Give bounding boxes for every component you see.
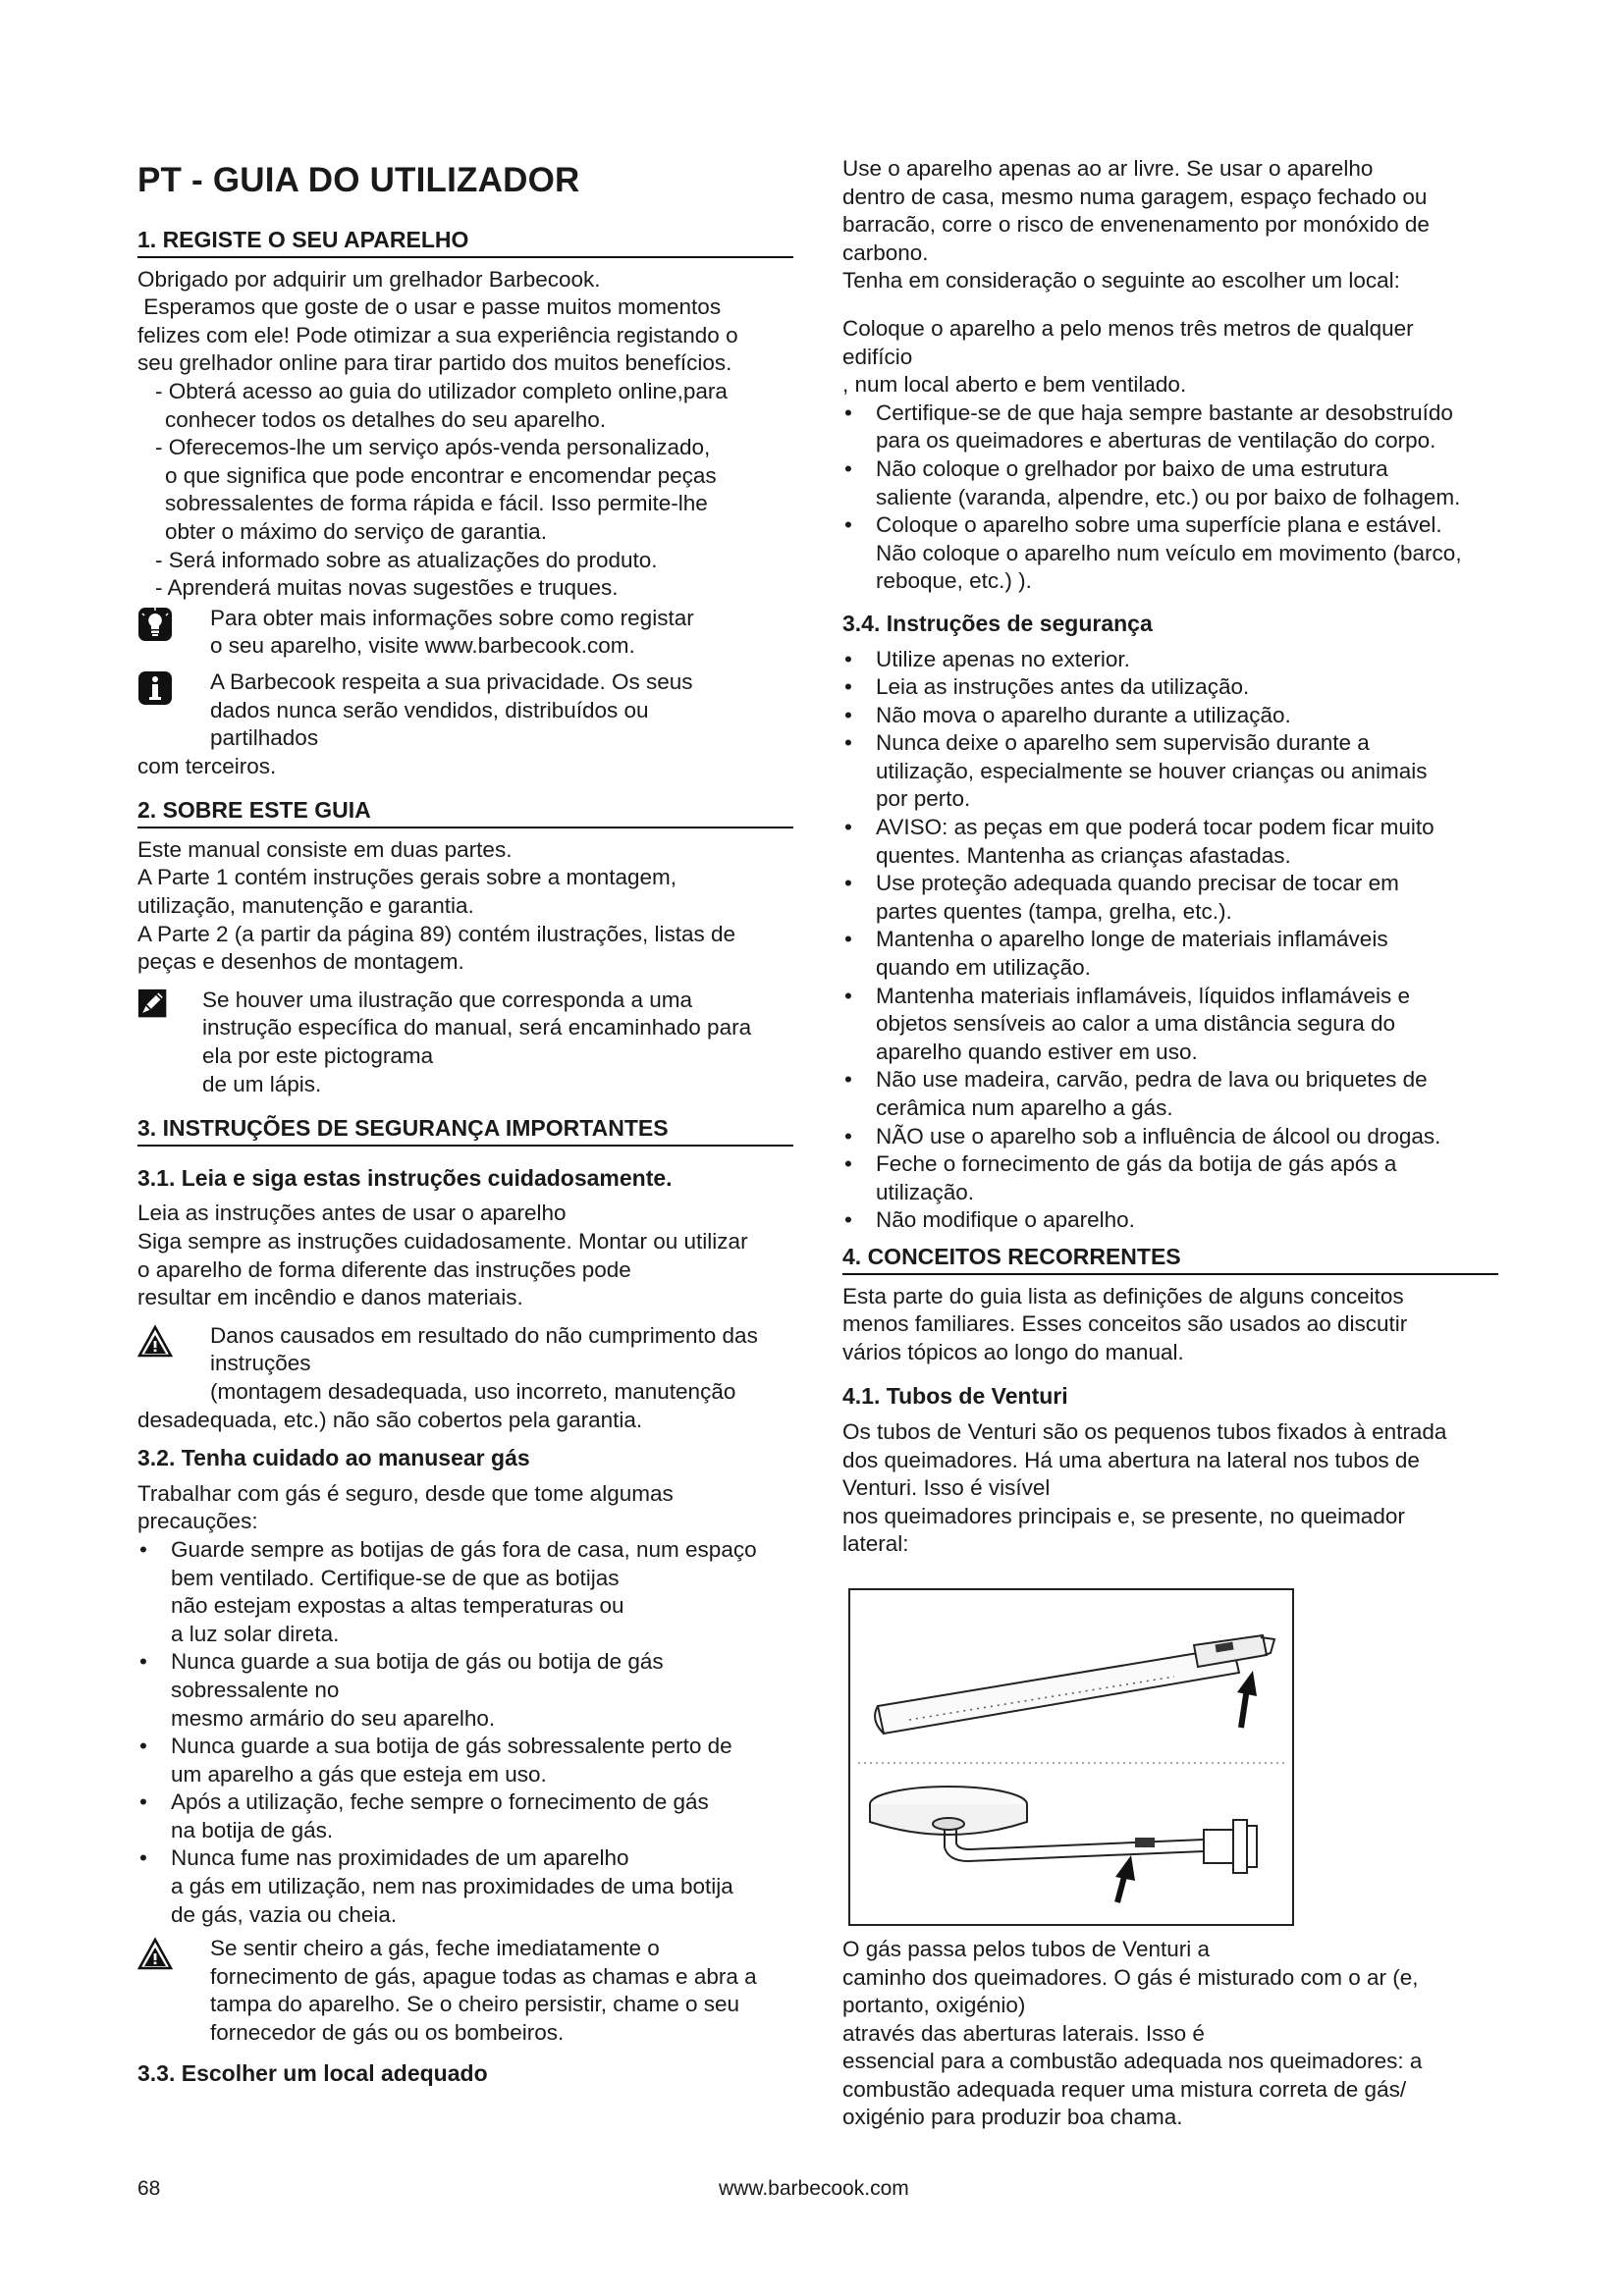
- list-item-cont: de gás, vazia ou cheia.: [171, 1901, 398, 1927]
- list-item: • Coloque o aparelho sobre uma superfície plana e estável.: [842, 511, 1498, 540]
- list-item: • Certifique-se de que haja sempre bastante ar desobstruído: [842, 400, 1498, 428]
- text-line: Os tubos de Venturi são os pequenos tubos fixados à entrada: [842, 1418, 1447, 1444]
- info-icon: [137, 670, 173, 706]
- list-item-cont: saliente (varanda, alpendre, etc.) ou por baixo de folhagem.: [876, 484, 1461, 509]
- list-item-cont: a gás em utilização, nem nas proximidades de uma botija: [171, 1874, 733, 1899]
- dash-item-cont: o que significa que pode encontrar e encomendar peças: [165, 462, 717, 488]
- info-text: partilhados: [210, 725, 319, 751]
- list-item-cont: um aparelho a gás que esteja em uso.: [171, 1761, 547, 1787]
- section-3-3-heading: 3.3. Escolher um local adequado: [137, 2059, 488, 2086]
- text-line: Tenha em consideração o seguinte ao escolher um local:: [842, 268, 1400, 294]
- text-line: Esta parte do guia lista as definições de alguns conceitos: [842, 1283, 1404, 1308]
- text-line: Siga sempre as instruções cuidadosamente. Montar ou utilizar: [137, 1229, 748, 1254]
- list-item: • Mantenha materiais inflamáveis, líquidos inflamáveis e: [842, 983, 1498, 1011]
- text-line: , num local aberto e bem ventilado.: [842, 372, 1187, 398]
- text-line: A Parte 2 (a partir da página 89) contém ilustrações, listas de: [137, 921, 736, 946]
- safety-list: [842, 646, 1498, 1235]
- text-line: resultar em incêndio e danos materiais.: [137, 1285, 523, 1310]
- list-item: • Nunca fume nas proximidades de um aparelho: [137, 1844, 793, 1873]
- list-item: • Não use madeira, carvão, pedra de lava ou briquetes de: [842, 1066, 1498, 1095]
- list-item-cont: reboque, etc.) ).: [876, 568, 1032, 594]
- gas-warning-note: [137, 1935, 793, 2047]
- list-item-cont: mesmo armário do seu aparelho.: [171, 1705, 496, 1731]
- venturi-tubes-illustration: [848, 1588, 1294, 1926]
- warning-text: tampa do aparelho. Se o cheiro persistir, chame o seu: [210, 1992, 740, 2017]
- pencil-text: de um lápis.: [202, 1071, 322, 1096]
- section-3-4-heading: 3.4. Instruções de segurança: [842, 610, 1153, 636]
- text-line: edifício: [842, 344, 913, 369]
- text-line: Este manual consiste em duas partes.: [137, 836, 513, 862]
- list-item: • Guarde sempre as botijas de gás fora de casa, num espaço: [137, 1536, 793, 1565]
- list-item: • AVISO: as peças em que poderá tocar podem ficar muito: [842, 814, 1498, 842]
- list-item: • Use proteção adequada quando precisar de tocar em: [842, 870, 1498, 898]
- text-line: utilização, manutenção e garantia.: [137, 893, 474, 919]
- list-item: • Não modifique o aparelho.: [842, 1206, 1498, 1235]
- list-item: • Utilize apenas no exterior.: [842, 646, 1498, 674]
- list-item-cont: partes quentes (tampa, grelha, etc.).: [876, 898, 1232, 924]
- list-item: • Feche o fornecimento de gás da botija de gás após a: [842, 1150, 1498, 1179]
- dash-item-cont: obter o máximo do serviço de garantia.: [165, 518, 547, 544]
- text-line: carbono.: [842, 240, 929, 265]
- list-item-cont: para os queimadores e aberturas de ventilação do corpo.: [876, 428, 1436, 454]
- list-item: • Não mova o aparelho durante a utilização.: [842, 702, 1498, 730]
- list-item-cont: objetos sensíveis ao calor a uma distância segura do: [876, 1011, 1396, 1037]
- text-line: O gás passa pelos tubos de Venturi a: [842, 1936, 1210, 1961]
- dash-item: - Obterá acesso ao guia do utilizador completo online,para: [155, 378, 728, 403]
- lightbulb-icon: [137, 607, 173, 642]
- text-line: combustão adequada requer uma mistura correta de gás/: [842, 2076, 1407, 2102]
- text-line: peças e desenhos de montagem.: [137, 949, 464, 975]
- page-number: 68: [137, 2177, 161, 2200]
- text-line: dentro de casa, mesmo numa garagem, espaço fechado ou: [842, 184, 1428, 209]
- text-line: Leia as instruções antes de usar o aparelho: [137, 1201, 567, 1226]
- section-2-heading: 2. SOBRE ESTE GUIA: [137, 796, 793, 828]
- warning-text: Se sentir cheiro a gás, feche imediatamente o: [210, 1936, 660, 1961]
- list-item: • Leia as instruções antes da utilização.: [842, 673, 1498, 702]
- section-3-2-heading: 3.2. Tenha cuidado ao manusear gás: [137, 1445, 530, 1471]
- dash-item: - Será informado sobre as atualizações do produto.: [155, 547, 658, 572]
- info-text: com terceiros.: [137, 753, 277, 778]
- info-text: dados nunca serão vendidos, distribuídos ou: [210, 697, 649, 722]
- warning-text: desadequada, etc.) não são cobertos pela garantia.: [137, 1407, 643, 1432]
- text-line: A Parte 1 contém instruções gerais sobre a montagem,: [137, 865, 677, 890]
- warning-text: (montagem desadequada, uso incorreto, manutenção: [210, 1378, 736, 1404]
- text-line: portanto, oxigénio): [842, 1993, 1026, 2018]
- warning-text: instruções: [210, 1351, 311, 1376]
- list-item-cont: por perto.: [876, 786, 971, 812]
- list-item: • Após a utilização, feche sempre o fornecimento de gás: [137, 1789, 793, 1817]
- text-line: seu grelhador online para tirar partido dos muitos benefícios.: [137, 350, 732, 376]
- text-line: lateral:: [842, 1531, 909, 1557]
- text-line: o aparelho de forma diferente das instruções pode: [137, 1256, 631, 1282]
- left-column: [137, 145, 793, 2095]
- location-list: [842, 400, 1498, 596]
- text-line: essencial para a combustão adequada nos queimadores: a: [842, 2049, 1423, 2074]
- pencil-note: [137, 987, 793, 1098]
- tip-note: [137, 605, 793, 661]
- warning-text: fornecedor de gás ou os bombeiros.: [210, 2020, 565, 2046]
- warning-text: Danos causados em resultado do não cumprimento das: [210, 1322, 758, 1348]
- text-line: menos familiares. Esses conceitos são usados ao discutir: [842, 1311, 1408, 1337]
- text-line: dos queimadores. Há uma abertura na lateral nos tubos de: [842, 1447, 1420, 1472]
- list-item-cont: a luz solar direta.: [171, 1621, 340, 1646]
- footer-website: www.barbecook.com: [719, 2177, 909, 2200]
- dash-item-cont: conhecer todos os detalhes do seu aparelho.: [165, 406, 607, 432]
- list-item: • Nunca guarde a sua botija de gás ou botija de gás: [137, 1648, 793, 1677]
- list-item-cont: Não coloque o aparelho num veículo em movimento (barco,: [876, 540, 1462, 565]
- list-item: • NÃO use o aparelho sob a influência de álcool ou drogas.: [842, 1123, 1498, 1151]
- warning-text: fornecimento de gás, apague todas as chamas e abra a: [210, 1963, 757, 1989]
- text-line: barracão, corre o risco de envenenamento por monóxido de: [842, 212, 1430, 238]
- info-text: A Barbecook respeita a sua privacidade. Os seus: [210, 668, 693, 694]
- dash-item: - Aprenderá muitas novas sugestões e truques.: [155, 575, 619, 601]
- list-item: • Nunca deixe o aparelho sem supervisão durante a: [842, 729, 1498, 758]
- warning-note: [137, 1322, 793, 1407]
- pencil-text: ela por este pictograma: [202, 1043, 434, 1069]
- list-item-cont: não estejam expostas a altas temperaturas ou: [171, 1593, 624, 1619]
- tip-text: Para obter mais informações sobre como registar: [210, 605, 694, 630]
- text-line: através das aberturas laterais. Isso é: [842, 2020, 1205, 2046]
- text-line: Esperamos que goste de o usar e passe muitos momentos: [137, 294, 722, 320]
- warning-icon: [137, 1324, 173, 1360]
- list-item: • Mantenha o aparelho longe de materiais inflamáveis: [842, 926, 1498, 954]
- page-title: PT - GUIA DO UTILIZADOR: [137, 161, 580, 199]
- list-item-cont: utilização, especialmente se houver crianças ou animais: [876, 758, 1428, 783]
- text-line: Use o aparelho apenas ao ar livre. Se usar o aparelho: [842, 156, 1374, 181]
- section-3-heading: 3. INSTRUÇÕES DE SEGURANÇA IMPORTANTES: [137, 1114, 793, 1147]
- section-4-heading: 4. CONCEITOS RECORRENTES: [842, 1243, 1498, 1275]
- text-line: Coloque o aparelho a pelo menos três metros de qualquer: [842, 315, 1414, 341]
- list-item-cont: na botija de gás.: [171, 1817, 334, 1842]
- warning-icon: [137, 1937, 173, 1972]
- section-1-heading: 1. REGISTE O SEU APARELHO: [137, 226, 793, 258]
- pencil-icon: [137, 988, 169, 1020]
- list-item: • Não coloque o grelhador por baixo de uma estrutura: [842, 455, 1498, 484]
- text-line: Trabalhar com gás é seguro, desde que tome algumas: [137, 1480, 674, 1506]
- pencil-text: instrução específica do manual, será encaminhado para: [202, 1015, 752, 1041]
- list-item-cont: sobressalente no: [171, 1677, 340, 1702]
- section-3-1-heading: 3.1. Leia e siga estas instruções cuidadosamente.: [137, 1164, 673, 1191]
- pencil-text: Se houver uma ilustração que corresponda a uma: [202, 987, 693, 1012]
- text-line: felizes com ele! Pode otimizar a sua experiência registando o: [137, 322, 738, 347]
- list-item: • Nunca guarde a sua botija de gás sobressalente perto de: [137, 1733, 793, 1761]
- list-item-cont: quentes. Mantenha as crianças afastadas.: [876, 842, 1291, 868]
- list-item-cont: quando em utilização.: [876, 955, 1091, 981]
- right-column: [842, 155, 1498, 2132]
- text-line: caminho dos queimadores. O gás é misturado com o ar (e,: [842, 1964, 1419, 1990]
- dash-item: - Oferecemos-lhe um serviço após-venda personalizado,: [155, 435, 711, 460]
- text-line: Obrigado por adquirir um grelhador Barbecook.: [137, 266, 601, 292]
- list-item-cont: aparelho quando estiver em uso.: [876, 1039, 1198, 1064]
- text-line: oxigénio para produzir boa chama.: [842, 2105, 1183, 2130]
- info-note: [137, 668, 793, 753]
- text-line: Venturi. Isso é visível: [842, 1475, 1051, 1501]
- dash-item-cont: sobressalentes de forma rápida e fácil. Isso permite-lhe: [165, 491, 708, 516]
- list-item-cont: utilização.: [876, 1179, 975, 1204]
- list-item-cont: bem ventilado. Certifique-se de que as botijas: [171, 1565, 620, 1590]
- tip-text: o seu aparelho, visite www.barbecook.com.: [210, 633, 635, 659]
- text-line: nos queimadores principais e, se presente, no queimador: [842, 1503, 1405, 1528]
- text-line: precauções:: [137, 1509, 258, 1534]
- venturi-drawing: [850, 1590, 1292, 1924]
- list-item-cont: cerâmica num aparelho a gás.: [876, 1095, 1173, 1120]
- text-line: vários tópicos ao longo do manual.: [842, 1339, 1184, 1364]
- section-4-1-heading: 4.1. Tubos de Venturi: [842, 1383, 1068, 1410]
- gas-precautions-list: [137, 1536, 793, 1929]
